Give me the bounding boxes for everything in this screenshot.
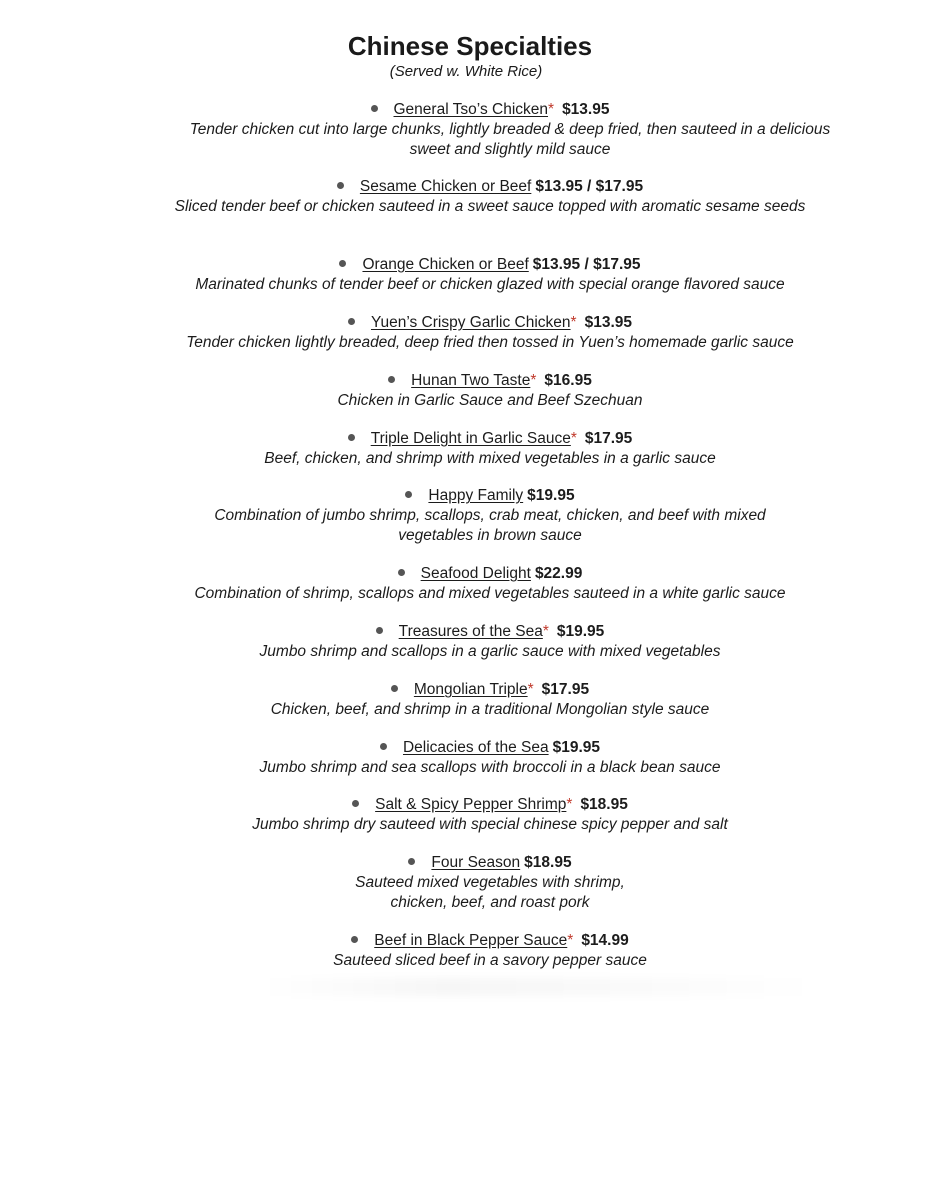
menu-item (140, 622, 840, 662)
menu-item-heading (140, 795, 840, 815)
spicy-star: * (567, 932, 574, 949)
spicy-star: * (527, 681, 534, 698)
menu-item-description: Sauteed sliced beef in a savory pepper sauce (333, 952, 647, 969)
menu-item (140, 564, 840, 604)
menu-item (140, 100, 840, 159)
menu-item-name: Salt & Spicy Pepper Shrimp (375, 796, 567, 813)
menu-item-description: Marinated chunks of tender beef or chicken glazed with special orange flavored sauce (195, 276, 785, 293)
bullet-icon (351, 936, 358, 943)
bullet-icon (352, 800, 359, 807)
spicy-star: * (542, 623, 549, 640)
menu-item (140, 931, 840, 971)
menu-item-name: Seafood Delight (420, 565, 531, 582)
menu-item-name: Triple Delight in Garlic Sauce (370, 430, 571, 447)
menu-item-name: Delicacies of the Sea (402, 739, 549, 756)
menu-item (140, 680, 840, 720)
menu-item-price: $22.99 (534, 565, 583, 582)
menu-item (140, 853, 840, 912)
menu-item-description: Jumbo shrimp and scallops in a garlic sauce with mixed vegetables (259, 643, 721, 660)
menu-item (140, 255, 840, 295)
menu-item-price: $19.95 (552, 739, 601, 756)
bullet-icon (408, 858, 415, 865)
menu-item-heading (140, 429, 840, 449)
menu-item-name: Sesame Chicken or Beef (359, 178, 532, 195)
menu-item-heading (140, 564, 840, 584)
menu-item-heading (140, 486, 840, 506)
menu-item-name: Happy Family (428, 487, 524, 504)
menu-item-heading (140, 931, 840, 951)
menu-item-heading (140, 255, 840, 275)
menu-item (140, 738, 840, 778)
menu-item-description: Jumbo shrimp and sea scallops with broccoli in a black bean sauce (259, 759, 721, 776)
spicy-star: * (530, 372, 537, 389)
menu-item-price: $13.95 / $17.95 (535, 178, 644, 195)
menu-item-name: General Tso’s Chicken (393, 101, 549, 118)
menu-item (140, 177, 840, 217)
menu-item-name: Yuen’s Crispy Garlic Chicken (370, 314, 571, 331)
menu-item (140, 429, 840, 469)
menu-item (140, 313, 840, 353)
menu-item-price: $13.95 (562, 101, 610, 118)
scan-bleed-through (260, 978, 820, 996)
menu-item-heading (140, 853, 840, 873)
page-title: Chinese Specialties (347, 31, 593, 61)
page-subtitle: (Served w. White Rice) (389, 63, 543, 80)
menu-item-heading (140, 738, 840, 758)
menu-item-name: Orange Chicken or Beef (362, 256, 529, 273)
bullet-icon (371, 105, 378, 112)
menu-item-heading (140, 313, 840, 333)
bullet-icon (337, 182, 344, 189)
menu-item-heading (140, 371, 840, 391)
bullet-icon (348, 318, 355, 325)
spicy-star: * (570, 430, 577, 447)
menu-item-price: $17.95 (541, 681, 590, 698)
menu-item (140, 486, 840, 545)
menu-item-description: Jumbo shrimp dry sauteed with special chinese spicy pepper and salt (252, 816, 728, 833)
menu-item-description: Combination of jumbo shrimp, scallops, crab meat, chicken, and beef with mixed vegetables in brown sauce (214, 507, 766, 544)
menu-item-description: Beef, chicken, and shrimp with mixed vegetables in a garlic sauce (264, 450, 716, 467)
menu-item-description: Sauteed mixed vegetables with shrimp, chicken, beef, and roast pork (355, 874, 625, 911)
menu-item-heading (140, 622, 840, 642)
menu-item-name: Four Season (431, 854, 521, 871)
menu-item-description: Tender chicken lightly breaded, deep fried then tossed in Yuen’s homemade garlic sauce (186, 334, 794, 351)
menu-item-description: Tender chicken cut into large chunks, lightly breaded & deep fried, then sauteed in a delicious sweet and slightly mild sauce (189, 121, 831, 158)
menu-item-name: Mongolian Triple (413, 681, 528, 698)
menu-item-price: $17.95 (584, 430, 633, 447)
menu-item (140, 795, 840, 835)
menu-item (140, 371, 840, 411)
bullet-icon (339, 260, 346, 267)
bullet-icon (348, 434, 355, 441)
spicy-star: * (570, 314, 577, 331)
bullet-icon (405, 491, 412, 498)
menu-item-description: Chicken, beef, and shrimp in a traditional Mongolian style sauce (270, 701, 710, 718)
menu-item-description: Chicken in Garlic Sauce and Beef Szechuan (337, 392, 643, 409)
bullet-icon (376, 627, 383, 634)
bullet-icon (398, 569, 405, 576)
spicy-star: * (548, 101, 555, 118)
menu-item-price: $13.95 / $17.95 (532, 256, 641, 273)
spicy-star: * (566, 796, 573, 813)
bullet-icon (380, 743, 387, 750)
menu-item-description: Combination of shrimp, scallops and mixed vegetables sauteed in a white garlic sauce (194, 585, 786, 602)
menu-item-price: $18.95 (524, 854, 572, 871)
menu-item-price: $19.95 (556, 623, 605, 640)
menu-item-price: $16.95 (544, 372, 592, 389)
menu-item-name: Treasures of the Sea (398, 623, 543, 640)
bullet-icon (391, 685, 398, 692)
menu-item-name: Hunan Two Taste (411, 372, 531, 389)
bullet-icon (388, 376, 395, 383)
menu-item-heading (140, 177, 840, 197)
menu-item-price: $14.99 (581, 932, 629, 949)
menu-item-description: Sliced tender beef or chicken sauteed in a sweet sauce topped with aromatic sesame seeds (174, 198, 806, 215)
menu-item-price: $13.95 (584, 314, 633, 331)
menu-item-heading (140, 100, 840, 120)
menu-item-name: Beef in Black Pepper Sauce (374, 932, 568, 949)
menu-item-heading (140, 680, 840, 700)
menu-item-price: $18.95 (580, 796, 628, 813)
menu-item-price: $19.95 (527, 487, 575, 504)
